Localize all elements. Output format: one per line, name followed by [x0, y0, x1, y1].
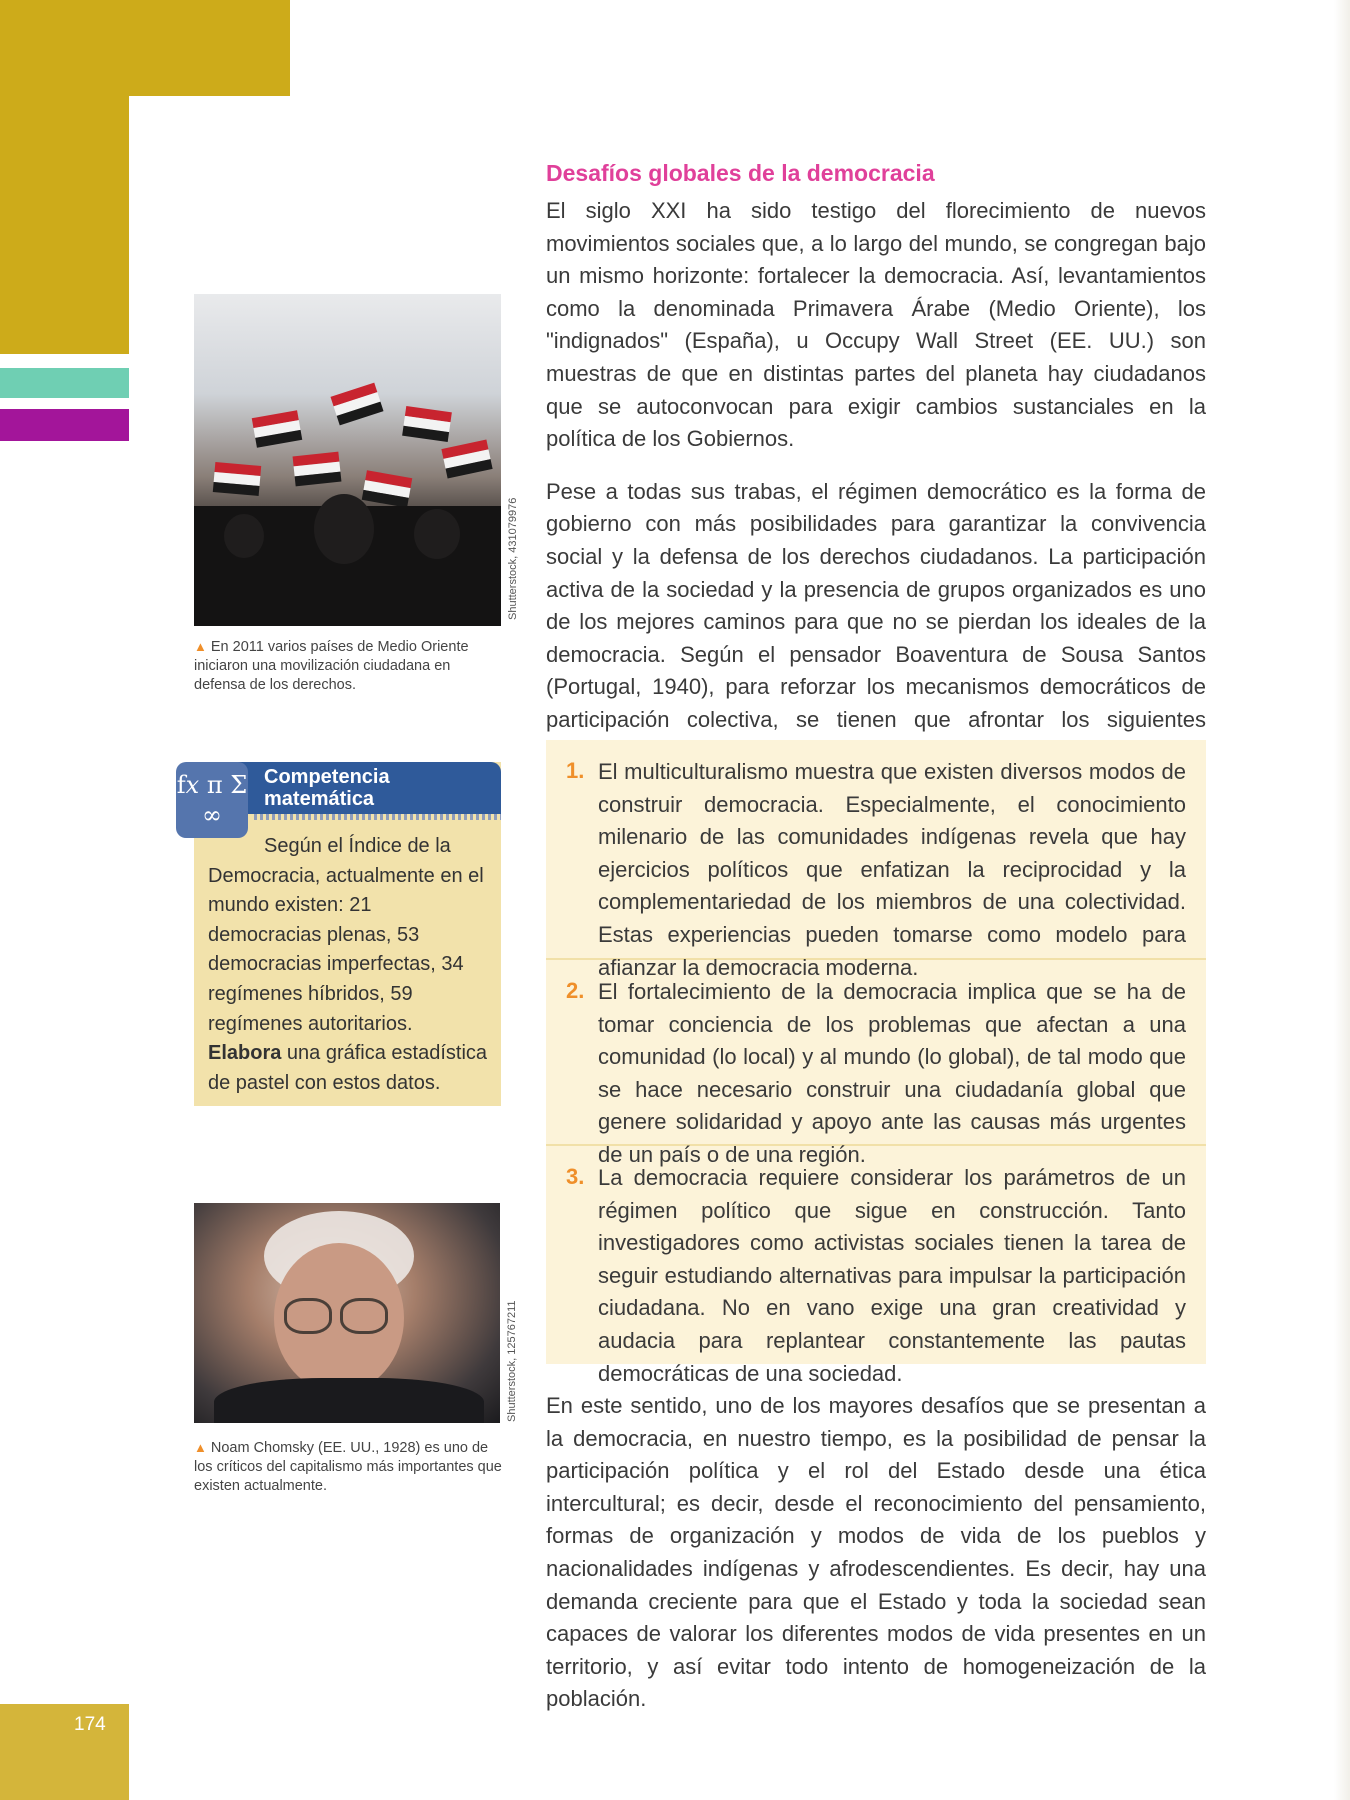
- photo-caption: ▲ En 2011 varios países de Medio Oriente iniciaron una movilización ciudadana en defensa de los derechos.: [194, 639, 469, 693]
- noam-chomsky-photo: [194, 1203, 500, 1423]
- page-number-tab: [0, 1704, 129, 1800]
- page-edge-shadow: [1334, 0, 1350, 1800]
- page-number: 174: [74, 1714, 106, 1735]
- triangle-bullet-icon: ▲: [194, 1440, 207, 1455]
- intro-paragraph: El siglo XXI ha sido testigo del florecimiento de nuevos movimientos sociales que, a lo largo del mundo, se congregan bajo un mismo horizonte: fortalecer la democracia. Así, levantamientos como la denominada Primavera Árabe (Medio Oriente), los "indignados" (España), u Occupy Wall Street (EE. UU.) son muestras de que en distintas partes del planeta hay ciudadanos que se autoconvocan para exigir cambios sustanciales en la política de los Gobiernos.: [546, 198, 1206, 452]
- action-verb: Elabora: [208, 1042, 282, 1065]
- competencia-title: Competencia matemática: [264, 766, 390, 810]
- section-heading: Desafíos globales de la democracia: [546, 160, 935, 186]
- teal-stripe: [0, 368, 129, 398]
- challenge-text: El multiculturalismo muestra que existen diversos modos de construir democracia. Especialmente, el conocimiento milenario de las comunidades indígenas revela que hay ejercicios políticos que enfatizan la reciprocidad y la complementariedad de los miembros de una colectividad. Estas experiencias pueden tomarse como modelo para afianzar la democracia moderna.: [598, 759, 1186, 980]
- math-symbols-icon: f𝑥 π Σ ∞: [176, 762, 248, 838]
- challenge-item: [546, 1146, 1206, 1386]
- challenge-number: 2.: [566, 978, 585, 1003]
- gold-side-bar: [0, 96, 129, 354]
- competencia-body: Según el Índice de la Democracia, actualmente en el mundo existen: 21 democracias plenas, 53 democracias imperfectas, 34 regímenes híbridos, 59 regímenes autoritarios. Elabora una gráfica estadística de pastel con estos datos.: [208, 835, 488, 1094]
- photo-credit: Shutterstock, 125767211: [506, 1300, 518, 1422]
- closing-paragraph: En este sentido, uno de los mayores desafíos que se presentan a la democracia, en nuestro tiempo, es la posibilidad de pensar la participación política y el rol del Estado desde una ética intercultural; es decir, desde el reconocimiento del pensamiento, formas de organización y modos de vida de los pueblos y nacionalidades indígenas y afrodescendientes. Es decir, hay una demanda creciente para que el Estado y toda la sociedad sean capaces de valorar los diferentes modos de vida presentes en un territorio, y así evitar todo intento de homogeneización de la población.: [546, 1393, 1206, 1712]
- challenge-number: 1.: [566, 758, 585, 783]
- democracy-paragraph: Pese a todas sus trabas, el régimen democrático es la forma de gobierno con más posibilidades para garantizar la convivencia social y la defensa de los derechos ciudadanos. La participación activa de la sociedad y la presencia de grupos organizados es uno de los mejores caminos para que no se pierdan los ideales de la democracia. Según el pensador Boaventura de Sousa Santos (Portugal, 1940), para reforzar los mecanismos democráticos de participación colectiva, se tienen que afrontar los siguientes: [546, 478, 1206, 732]
- challenge-item: [546, 740, 1206, 980]
- main-text-column: [546, 160, 1206, 769]
- magenta-stripe: [0, 409, 129, 441]
- competencia-matematica-box: [176, 762, 501, 1106]
- challenge-text: La democracia requiere considerar los parámetros de un régimen político que sigue en construcción. Tanto investigadores como activistas sociales tienen la tarea de seguir estudiando alternativas para impulsar la participación ciudadana. No en vano exige una gran creatividad y audacia para replantear constantemente las pautas democráticas de una sociedad.: [598, 1165, 1186, 1386]
- gold-corner-bar: [0, 0, 290, 96]
- challenges-box: [546, 740, 1206, 1386]
- photo-caption: ▲ Noam Chomsky (EE. UU., 1928) es uno de los críticos del capitalismo más importantes que existen actualmente.: [194, 1440, 502, 1494]
- protest-flags-photo: [194, 294, 501, 626]
- triangle-bullet-icon: ▲: [194, 639, 207, 654]
- challenge-number: 3.: [566, 1164, 585, 1189]
- photo-credit: Shutterstock, 431079976: [507, 497, 519, 620]
- challenge-item: [546, 960, 1206, 1167]
- challenge-text: El fortalecimiento de la democracia implica que se ha de tomar conciencia de los problemas que afectan a una comunidad (lo local) y al mundo (lo global), de tal modo que se hace necesario construir una ciudadanía global que genere solidaridad y apoyo ante las causas más urgentes de un país o de una región.: [598, 979, 1186, 1167]
